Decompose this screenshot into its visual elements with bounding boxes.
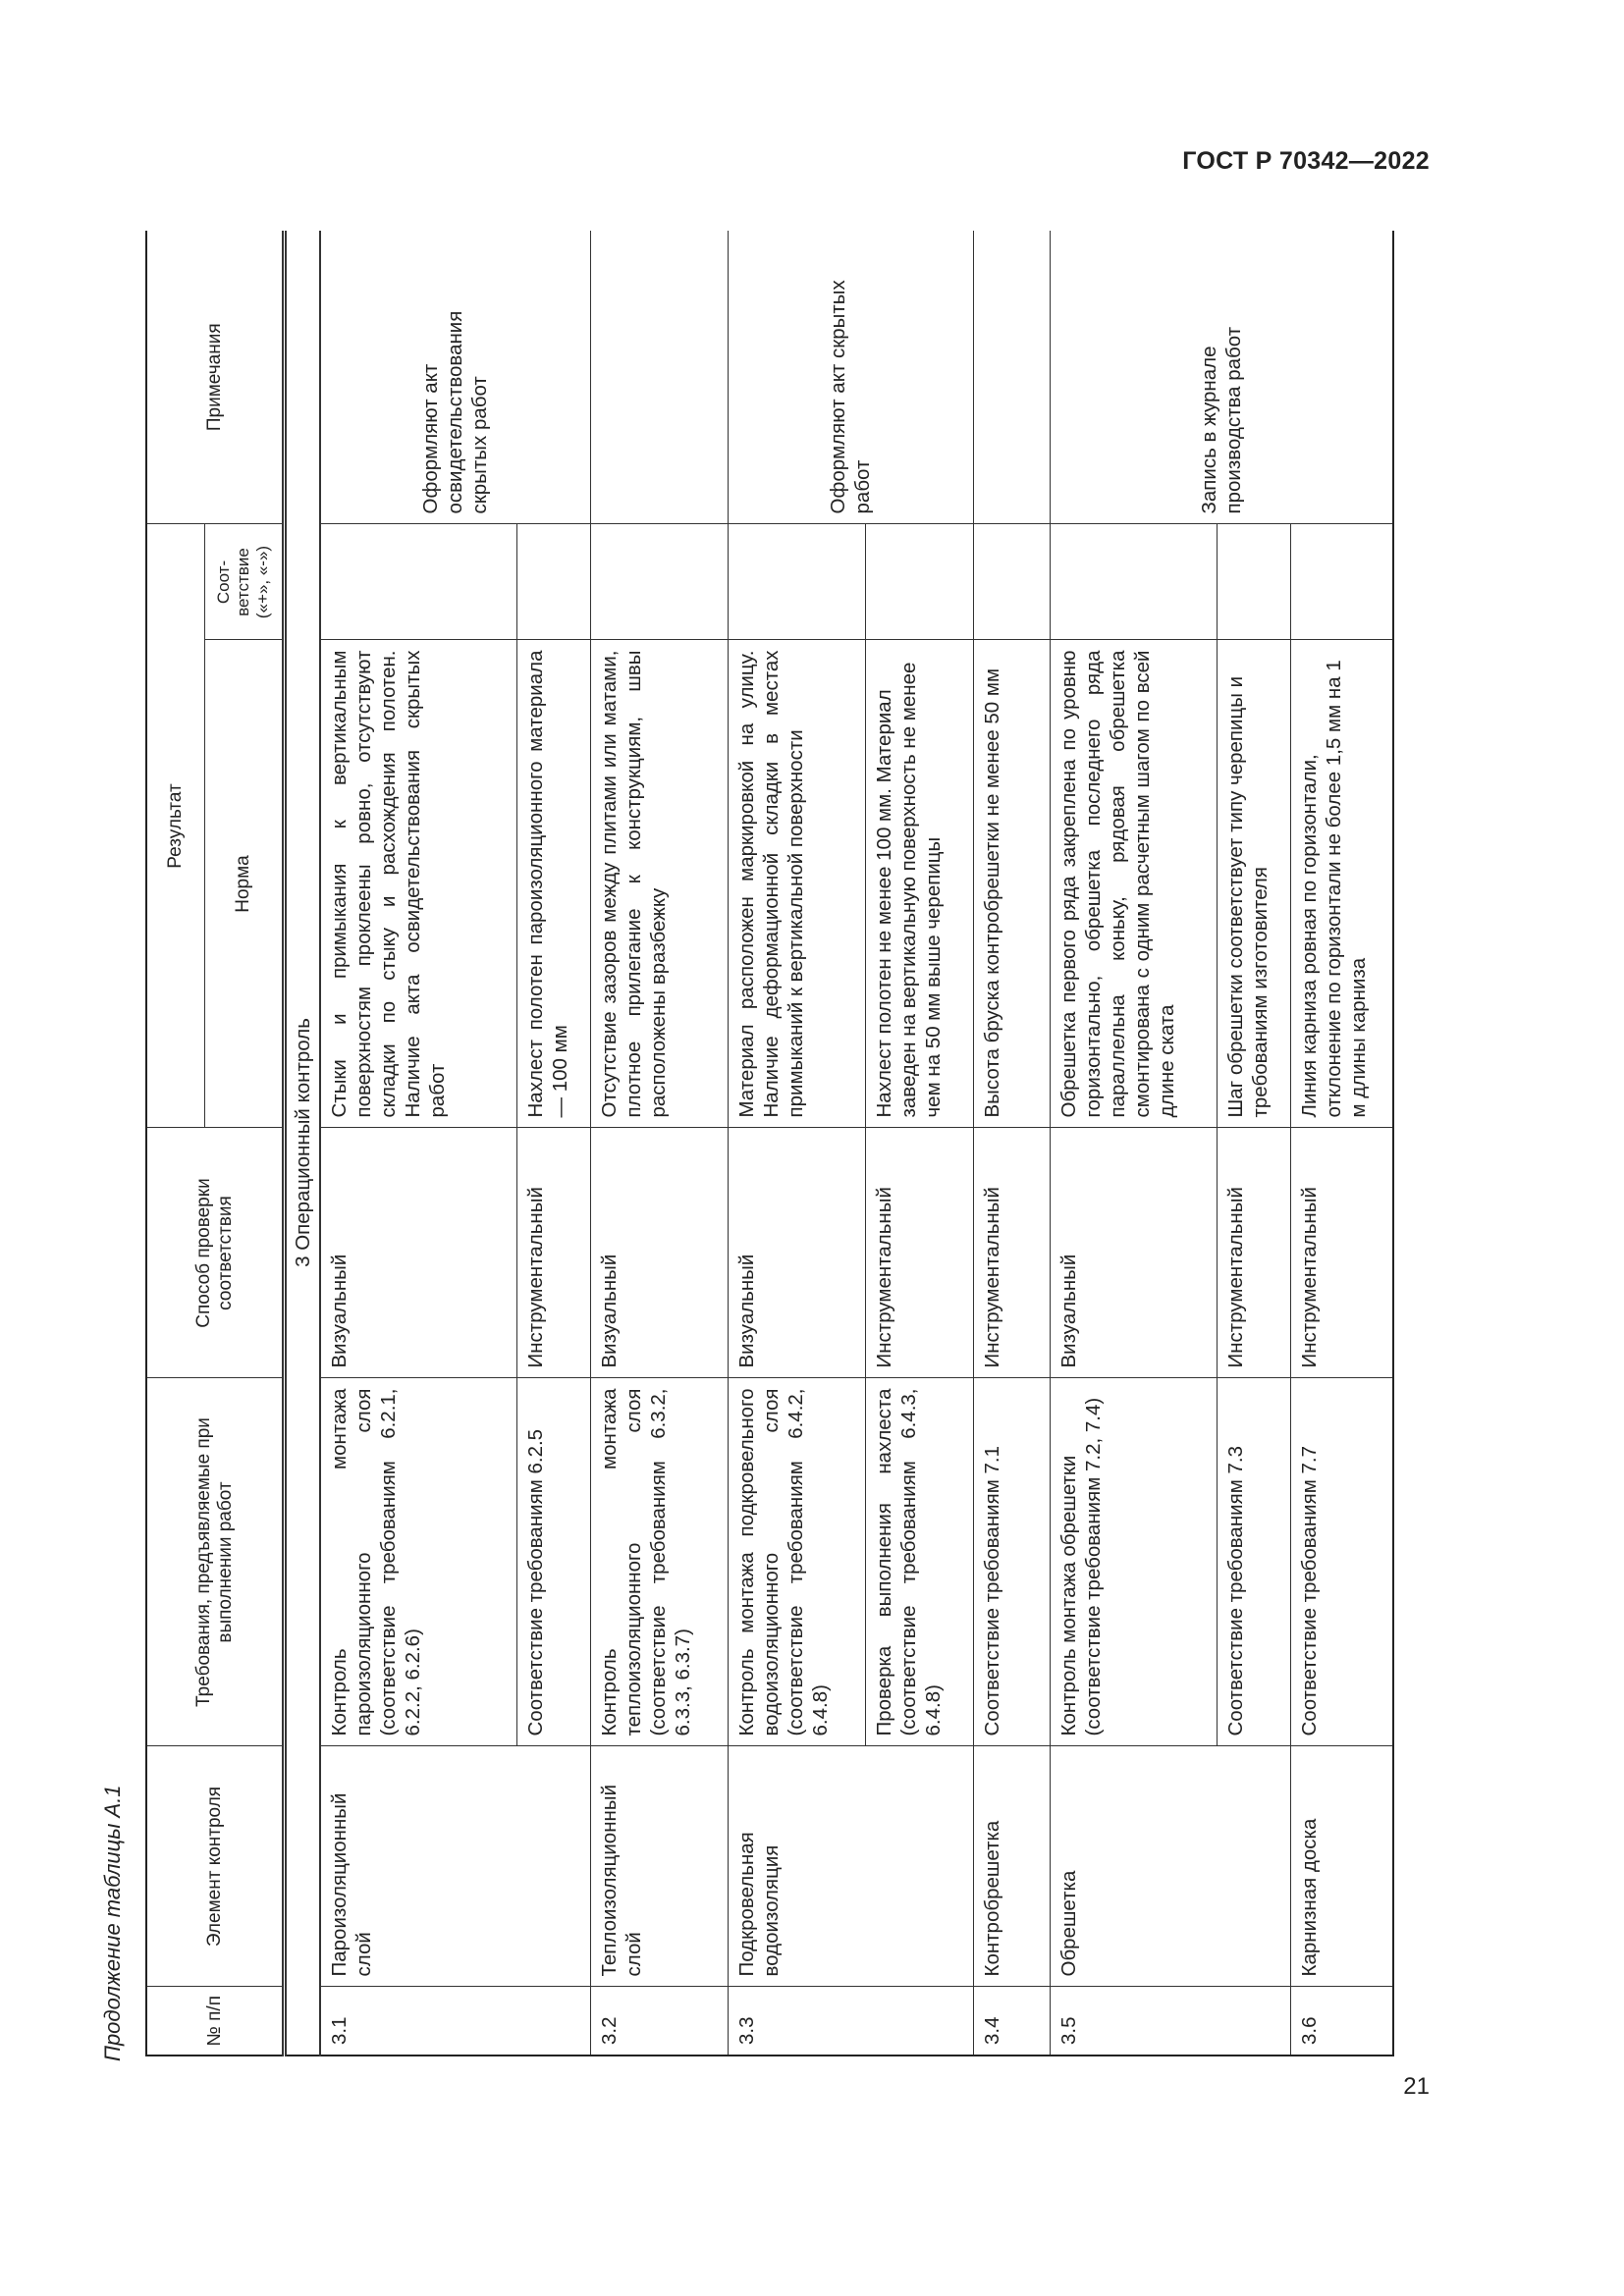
row-conform	[320, 524, 516, 640]
row-norm: Шаг обрешетки соответствует типу черепицы и требованиям изготовителя	[1217, 640, 1290, 1128]
header-method: Способ проверки соответствия	[146, 1128, 285, 1378]
row-conform	[865, 524, 973, 640]
row-method: Визуальный	[1050, 1128, 1217, 1378]
row-norm: Нахлест полотен пароизоляционного материала — 100 мм	[516, 640, 590, 1128]
row-method: Инструментальный	[1217, 1128, 1290, 1378]
section-title: 3 Операционный контроль	[285, 231, 321, 2056]
header-requirements: Требования, предъявляемые при выполнении работ	[146, 1378, 285, 1746]
row-requirement: Соответствие требованиям 7.3	[1217, 1378, 1290, 1746]
header-norm: Норма	[205, 640, 285, 1128]
row-element: Пароизоляционный слой	[320, 1746, 590, 1987]
row-method: Визуальный	[728, 1128, 865, 1378]
row-requirement: Контроль монтажа подкровельного водоизоляционного слоя (соответствие требованиям 6.4.2, 6.4.8)	[728, 1378, 865, 1746]
header-conform: Соот-ветствие («+», «-»)	[205, 524, 285, 640]
row-conform	[1217, 524, 1290, 640]
row-requirement: Соответствие требованиям 6.2.5	[516, 1378, 590, 1746]
section-row	[285, 231, 321, 2056]
document-id: ГОСТ Р 70342—2022	[1182, 147, 1430, 175]
table-row	[728, 231, 865, 2056]
row-requirement: Контроль монтажа пароизоляционного слоя (соответствие требованиям 6.2.1, 6.2.2, 6.2.6)	[320, 1378, 516, 1746]
row-num: 3.2	[590, 1987, 728, 2056]
row-element: Подкровельная водоизоляция	[728, 1746, 973, 1987]
table-row	[320, 231, 516, 2056]
row-num: 3.5	[1050, 1987, 1290, 2056]
rotated-table-container	[145, 231, 1430, 2056]
row-norm: Нахлест полотен не менее 100 мм. Материал заведен на вертикальную поверхность не менее чем на 50 мм выше черепицы	[865, 640, 973, 1128]
header-num: № п/п	[146, 1987, 285, 2056]
row-num: 3.4	[973, 1987, 1050, 2056]
row-method: Визуальный	[590, 1128, 728, 1378]
row-note	[590, 231, 728, 524]
row-num: 3.1	[320, 1987, 590, 2056]
row-conform	[1290, 524, 1393, 640]
row-conform	[1050, 524, 1217, 640]
header-notes: Примечания	[146, 231, 285, 524]
table-row	[1050, 231, 1217, 2056]
header-element: Элемент контроля	[146, 1746, 285, 1987]
row-note: Оформляют акт скрытых работ	[728, 231, 973, 524]
row-requirement: Соответствие требованиям 7.7	[1290, 1378, 1393, 1746]
header-result: Результат	[146, 524, 205, 1128]
row-element: Теплоизоляционный слой	[590, 1746, 728, 1987]
row-num: 3.6	[1290, 1987, 1393, 2056]
row-conform	[728, 524, 865, 640]
row-requirement: Контроль монтажа теплоизоляционного слоя (соответствие требованиям 6.3.2, 6.3.3, 6.3.7)	[590, 1378, 728, 1746]
row-norm: Высота бруска контробрешетки не менее 50 мм	[973, 640, 1050, 1128]
row-conform	[973, 524, 1050, 640]
page-number: 21	[1403, 2073, 1430, 2100]
row-norm: Обрешетка первого ряда закреплена по уровню горизонтально, обрешетка последнего ряда параллельна коньку, рядовая обрешетка смонтирована с одним расчетным шагом по всей длине ската	[1050, 640, 1217, 1128]
row-norm: Отсутствие зазоров между плитами или матами, плотное прилегание к конструкциям, швы расположены вразбежку	[590, 640, 728, 1128]
control-table	[145, 231, 1394, 2056]
row-method: Инструментальный	[973, 1128, 1050, 1378]
row-element: Обрешетка	[1050, 1746, 1290, 1987]
row-requirement: Проверка выполнения нахлеста (соответствие требованиям 6.4.3, 6.4.8)	[865, 1378, 973, 1746]
table-row	[973, 231, 1050, 2056]
row-method: Инструментальный	[1290, 1128, 1393, 1378]
row-note	[973, 231, 1050, 524]
table-viewport	[145, 231, 1430, 2056]
row-element: Контробрешетка	[973, 1746, 1050, 1987]
table-caption: Продолжение таблицы А.1	[100, 1785, 125, 2061]
row-norm: Стыки и примыкания к вертикальным поверхностям проклеены ровно, отсутствуют складки по стыку и расхождения полотен. Наличие акта освидетельствования скрытых работ	[320, 640, 516, 1128]
table-row	[590, 231, 728, 2056]
row-norm: Материал расположен маркировкой на улицу. Наличие деформационной складки в местах примыканий к вертикальной поверхности	[728, 640, 865, 1128]
row-method: Визуальный	[320, 1128, 516, 1378]
row-conform	[590, 524, 728, 640]
row-element: Карнизная доска	[1290, 1746, 1393, 1987]
row-norm: Линия карниза ровная по горизонтали, отклонение по горизонтали не более 1,5 мм на 1 м длины карниза	[1290, 640, 1393, 1128]
row-note: Оформляют акт освидетельствования скрытых работ	[320, 231, 590, 524]
row-requirement: Контроль монтажа обрешетки (соответствие требованиям 7.2, 7.4)	[1050, 1378, 1217, 1746]
row-note: Запись в журнале производства работ	[1050, 231, 1393, 524]
row-conform	[516, 524, 590, 640]
row-requirement: Соответствие требованиям 7.1	[973, 1378, 1050, 1746]
row-num: 3.3	[728, 1987, 973, 2056]
header-row-1	[146, 231, 205, 2056]
row-method: Инструментальный	[516, 1128, 590, 1378]
row-method: Инструментальный	[865, 1128, 973, 1378]
